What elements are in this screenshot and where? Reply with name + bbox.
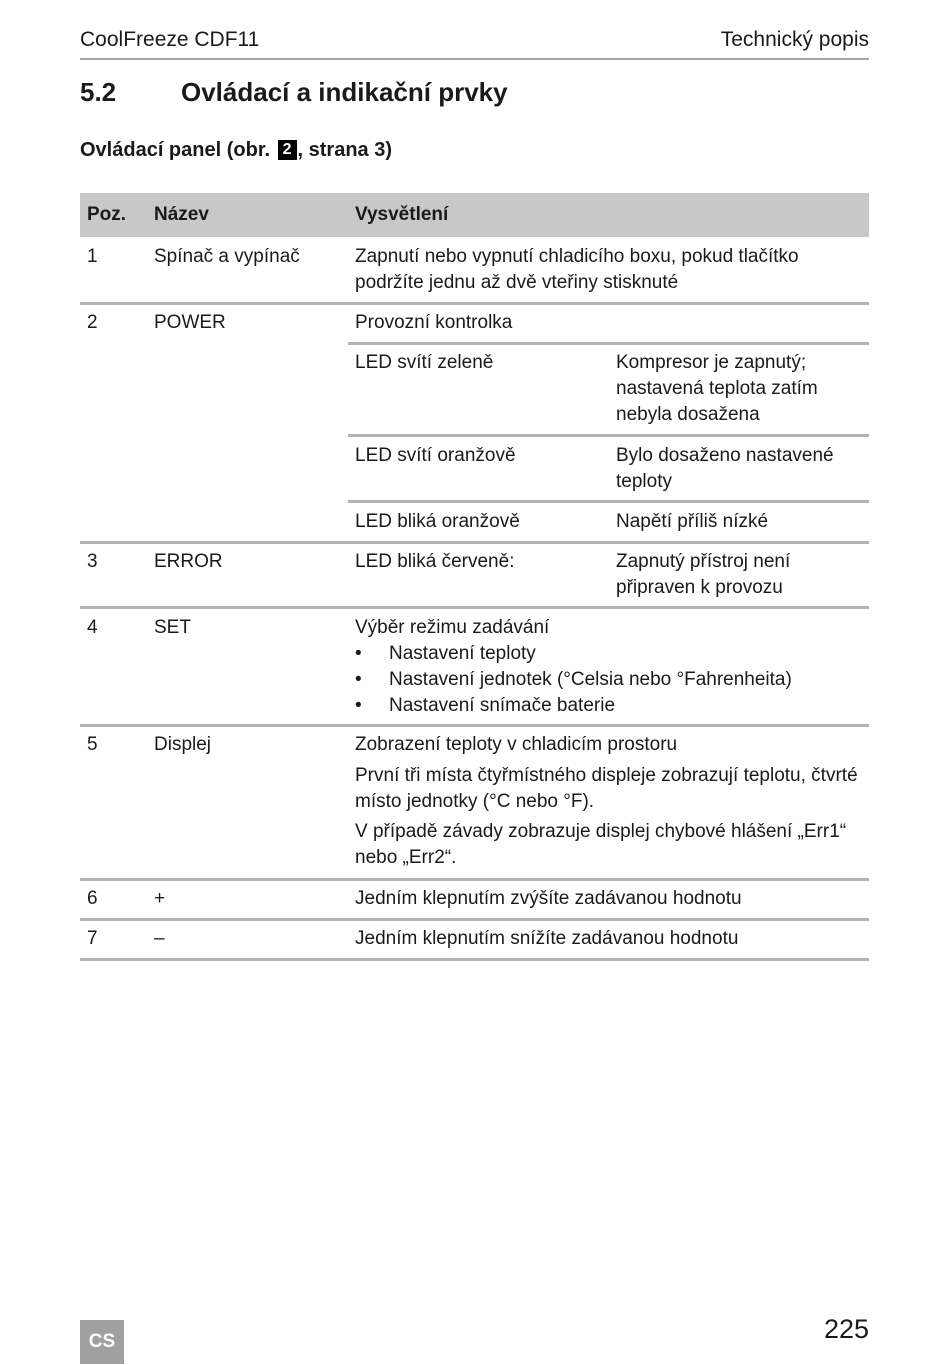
text-line: Bylo dosaženo nastavené (616, 445, 834, 466)
text-line: V případě závady zobrazuje displej chybové hlášení „Err1“ (355, 821, 847, 842)
row-name: Spínač a vypínač (154, 246, 300, 267)
row-divider (80, 724, 869, 727)
led-state: LED bliká červeně: (355, 551, 515, 572)
text-line: místo jednotky (°C nebo °F). (355, 791, 595, 812)
led-meaning: Napětí příliš nízké (616, 511, 769, 532)
section-number: 5.2 (80, 77, 117, 107)
row-paragraph (355, 819, 846, 871)
text-line: teploty (616, 471, 672, 492)
text-line: Zapnutí nebo vypnutí chladicího boxu, pokud tlačítko (355, 246, 799, 267)
row-divider (80, 918, 869, 921)
row-pos: 4 (87, 617, 98, 638)
subheading (80, 139, 392, 162)
row-divider (80, 541, 869, 544)
text-line: připraven k provozu (616, 577, 783, 598)
text-line: podržíte jednu až dvě vteřiny stisknuté (355, 272, 679, 293)
table-bottom-rule (80, 958, 869, 961)
row-pos: 5 (87, 734, 98, 755)
row-explanation (355, 244, 799, 296)
header-chapter-name: Technický popis (720, 28, 869, 51)
list-item: • Nastavení jednotek (°Celsia nebo °Fahrenheita) (355, 667, 792, 693)
subheading-prefix: Ovládací panel (obr. (80, 139, 271, 161)
row-explanation: Jedním klepnutím zvýšíte zadávanou hodnotu (355, 888, 742, 909)
row-pos: 2 (87, 312, 98, 333)
list-item: • Nastavení snímače baterie (355, 693, 792, 719)
row-pos: 6 (87, 888, 98, 909)
sub-row-divider (348, 342, 869, 345)
column-header-explanation: Vysvětlení (355, 204, 449, 225)
row-paragraph (355, 763, 858, 815)
row-name: – (154, 928, 165, 949)
led-meaning (616, 350, 818, 428)
sub-row-divider (348, 500, 869, 503)
row-paragraph: Zobrazení teploty v chladicím prostoru (355, 734, 678, 755)
led-meaning (616, 549, 790, 601)
text-line: nebo „Err2“. (355, 847, 457, 868)
led-state: LED svítí zeleně (355, 352, 494, 373)
column-header-pos: Poz. (87, 204, 127, 225)
row-explanation: Výběr režimu zadávání (355, 617, 550, 638)
row-pos: 3 (87, 551, 98, 572)
table-header (80, 193, 869, 237)
subheading-suffix: , strana 3) (297, 139, 393, 161)
language-tab: CS (80, 1320, 124, 1364)
text-line: nastavená teplota zatím (616, 378, 818, 399)
row-divider (80, 302, 869, 305)
row-name: ERROR (154, 551, 223, 572)
text-line: nebyla dosažena (616, 404, 760, 425)
header-divider (80, 58, 869, 60)
row-explanation: Provozní kontrolka (355, 312, 513, 333)
column-header-name: Název (154, 204, 209, 225)
row-name: Displej (154, 734, 212, 755)
row-name: SET (154, 617, 191, 638)
led-state: LED svítí oranžově (355, 445, 516, 466)
text-line: Kompresor je zapnutý; (616, 352, 807, 373)
page-number: 225 (823, 1314, 869, 1344)
led-state: LED bliká oranžově (355, 511, 520, 532)
bullet-list (355, 641, 792, 719)
section-title: Ovládací a indikační prvky (181, 77, 508, 107)
text-line: První tři místa čtyřmístného displeje zobrazují teplotu, čtvrté (355, 765, 858, 786)
row-divider (80, 606, 869, 609)
sub-row-divider (348, 434, 869, 437)
row-name: POWER (154, 312, 226, 333)
row-name: + (154, 888, 166, 909)
figure-reference-badge: 2 (278, 140, 297, 160)
row-pos: 1 (87, 246, 98, 267)
list-item: • Nastavení teploty (355, 641, 792, 667)
led-meaning (616, 443, 834, 495)
row-explanation: Jedním klepnutím snížíte zadávanou hodnotu (355, 928, 739, 949)
text-line: Zapnutý přístroj není (616, 551, 791, 572)
row-divider (80, 878, 869, 881)
row-pos: 7 (87, 928, 98, 949)
header-product-name: CoolFreeze CDF11 (80, 28, 260, 51)
